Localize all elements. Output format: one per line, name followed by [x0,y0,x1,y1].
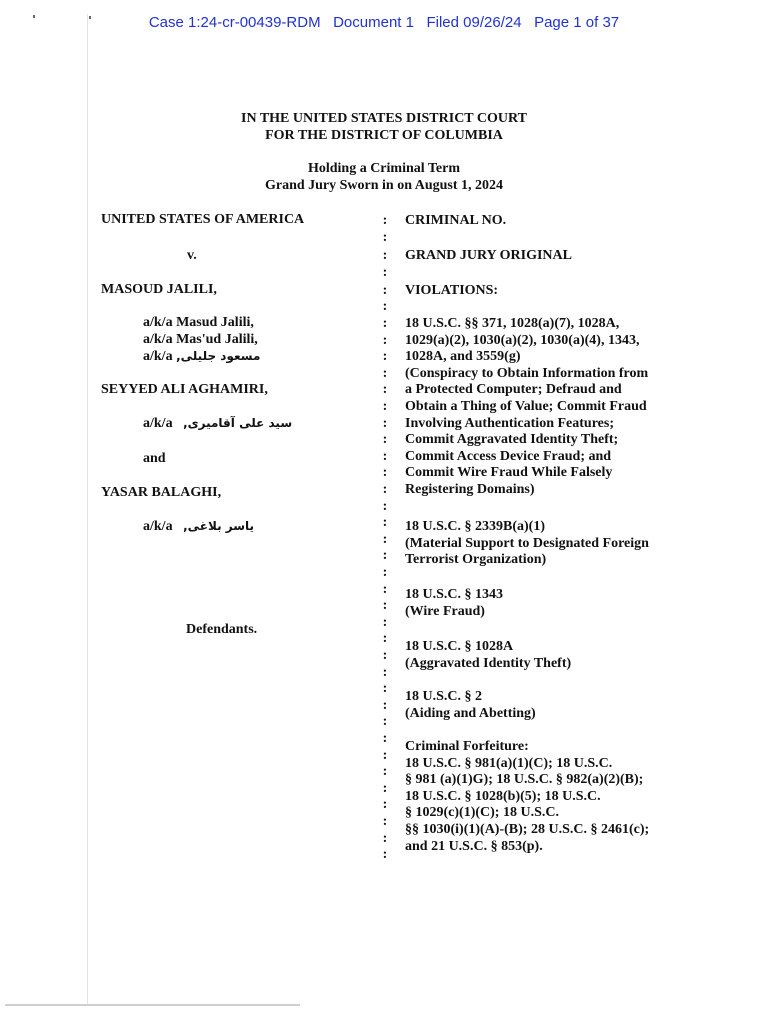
violation-line: 18 U.S.C. § 2 [405,689,483,704]
criminal-forfeiture [405,739,649,855]
caption-colon: : [382,764,388,779]
forfeiture-line: § 981 (a)(1)G); 18 U.S.C. § 982(a)(2)(B); [405,772,644,788]
violation-material-support [405,519,649,569]
criminal-number-label: CRIMINAL NO. [405,213,507,228]
caption-colon: : [382,548,388,563]
violation-line: Registering Domains) [405,481,535,497]
caption-colon: : [382,648,388,663]
caption-colon: : [382,416,388,431]
caption-colon: : [382,248,388,263]
forfeiture-line: §§ 1030(i)(1)(A)-(B); 28 U.S.C. § 2461(c); [405,821,650,837]
violation-line: (Conspiracy to Obtain Information from [405,365,649,381]
defendant1-alias1: a/k/a Masud Jalili, [143,315,254,330]
violation-line: 1028A, and 3559(g) [405,349,521,365]
violation-line: a Protected Computer; Defraud and [405,382,622,398]
violation-conspiracy [405,316,648,499]
caption-colon: : [382,831,388,846]
grand-jury-original-label: GRAND JURY ORIGINAL [405,248,572,263]
caption-colon: : [382,698,388,713]
caption-colon: : [382,847,388,862]
violation-line: (Aggravated Identity Theft) [405,655,572,671]
defendant1-alias2: a/k/a Mas'ud Jalili, [143,332,258,347]
forfeiture-line: Criminal Forfeiture: [405,739,529,754]
term-line2: Grand Jury Sworn in on August 1, 2024 [264,178,504,193]
defendant1-name: MASOUD JALILI, [101,282,217,297]
conjunction-and: and [143,451,166,466]
defendant2-alias [143,415,292,433]
violation-line: Commit Wire Fraud While Falsely [405,465,613,481]
forfeiture-line: § 1029(c)(1)(C); 18 U.S.C. [405,805,559,821]
ecf-header [0,14,768,31]
caption-colon: : [382,781,388,796]
alias-prefix: a/k/a [143,416,173,431]
document-number: Document 1 [333,14,414,31]
alias-script-text: سید علی آقامیری, [183,416,293,430]
caption-colon: : [382,366,388,381]
violation-identity-theft [405,639,571,672]
caption-colon: : [382,814,388,829]
page-number: Page 1 of 37 [534,14,620,31]
caption-colon: : [382,565,388,580]
case-number: Case 1:24-cr-00439-RDM [148,14,321,31]
forfeiture-line: 18 U.S.C. § 981(a)(1)(C); 18 U.S.C. [405,755,613,771]
violation-line: Commit Aggravated Identity Theft; [405,432,619,448]
violation-wire-fraud [405,587,503,620]
caption-colon: : [382,316,388,331]
alias-script-text: مسعود جلیلی, [176,349,261,363]
versus-label: v. [187,248,197,263]
caption-colon: : [382,748,388,763]
caption-colon: : [382,482,388,497]
caption-colon: : [382,382,388,397]
caption-colon: : [382,714,388,729]
caption-colon: : [382,465,388,480]
forfeiture-line: and 21 U.S.C. § 853(p). [405,838,543,854]
caption-colon: : [382,515,388,530]
caption-colon: : [382,631,388,646]
caption-colon: : [382,582,388,597]
court-title-line1: IN THE UNITED STATES DISTRICT COURT [241,111,527,126]
defendants-label: Defendants. [186,622,258,637]
caption-colon: : [382,681,388,696]
caption-colon: : [382,283,388,298]
caption-colon: : [382,449,388,464]
violation-line: Involving Authentication Features; [405,415,614,431]
violation-aiding-abetting [405,689,536,722]
caption-colon: : [382,731,388,746]
violation-line: (Wire Fraud) [405,603,485,619]
violations-label: VIOLATIONS: [405,283,499,298]
plaintiff-name: UNITED STATES OF AMERICA [101,212,305,227]
caption-colon: : [382,213,388,228]
violation-line: Terrorist Organization) [405,552,547,568]
filed-date: Filed 09/26/24 [426,14,522,31]
term-line1: Holding a Criminal Term [307,161,461,176]
page-bottom-line [5,1004,300,1006]
violation-line: Commit Access Device Fraud; and [405,448,612,464]
violation-line: 18 U.S.C. § 2339B(a)(1) [405,519,545,534]
caption-colon: : [382,265,388,280]
caption-colon: : [382,349,388,364]
violation-line: (Aiding and Abetting) [405,705,536,721]
violation-line: Obtain a Thing of Value; Commit Fraud [405,398,647,414]
forfeiture-line: 18 U.S.C. § 1028(b)(5); 18 U.S.C. [405,788,601,804]
caption-colon: : [382,432,388,447]
violation-line: (Material Support to Designated Foreign [405,535,649,551]
caption-colon: : [382,615,388,630]
caption-colon: : [382,299,388,314]
caption-colon: : [382,532,388,547]
alias-prefix: a/k/a [143,349,173,364]
caption-colon: : [382,665,388,680]
court-title-line2: FOR THE DISTRICT OF COLUMBIA [265,128,503,143]
violation-line: 18 U.S.C. §§ 371, 1028(a)(7), 1028A, [405,316,620,331]
caption-colon: : [382,333,388,348]
caption-colon: : [382,230,388,245]
alias-script-text: یاسر بلاغی, [183,519,255,533]
violation-line: 18 U.S.C. § 1028A [405,639,514,654]
alias-prefix: a/k/a [143,519,173,534]
caption-colon: : [382,797,388,812]
violation-line: 18 U.S.C. § 1343 [405,587,504,602]
caption-colon: : [382,399,388,414]
defendant1-alias3 [143,348,260,366]
violation-line: 1029(a)(2), 1030(a)(2), 1030(a)(4), 1343, [405,332,640,348]
defendant3-name: YASAR BALAGHI, [101,485,222,500]
caption-colon: : [382,598,388,613]
caption-colon: : [382,499,388,514]
defendant3-alias [143,518,254,536]
defendant2-name: SEYYED ALI AGHAMIRI, [101,382,268,397]
